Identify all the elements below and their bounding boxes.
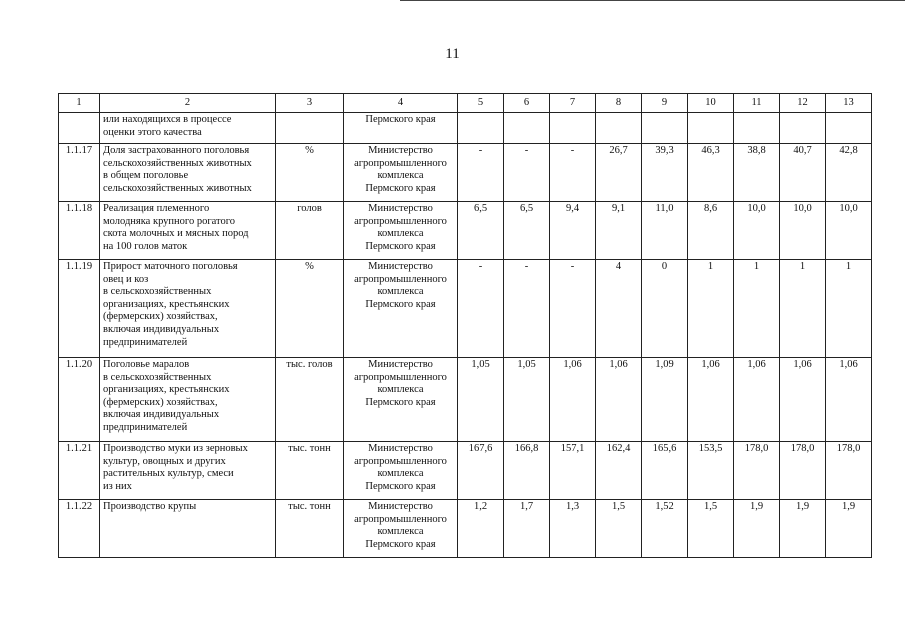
unit-cell: голов xyxy=(276,202,344,260)
row-number-cell: 1.1.19 xyxy=(59,260,100,358)
value-cell: 26,7 xyxy=(596,144,642,202)
unit-cell: % xyxy=(276,260,344,358)
value-cell: 1 xyxy=(688,260,734,358)
value-cell xyxy=(642,113,688,144)
value-cell: 1,06 xyxy=(550,358,596,442)
value-cell xyxy=(504,113,550,144)
value-cell: 4 xyxy=(596,260,642,358)
responsible-cell: Министерство агропромышленного комплекса Пермского края xyxy=(344,260,458,358)
unit-cell: тыс. тонн xyxy=(276,442,344,500)
value-cell: 1,06 xyxy=(688,358,734,442)
value-cell: 1,5 xyxy=(688,500,734,558)
value-cell xyxy=(458,113,504,144)
column-header: 5 xyxy=(458,94,504,113)
column-header: 1 xyxy=(59,94,100,113)
value-cell: 1,06 xyxy=(734,358,780,442)
column-header: 12 xyxy=(780,94,826,113)
value-cell xyxy=(596,113,642,144)
value-cell: - xyxy=(550,260,596,358)
value-cell: 1,7 xyxy=(504,500,550,558)
value-cell: 11,0 xyxy=(642,202,688,260)
value-cell: 46,3 xyxy=(688,144,734,202)
column-header: 10 xyxy=(688,94,734,113)
value-cell: 157,1 xyxy=(550,442,596,500)
responsible-cell: Министерство агропромышленного комплекса Пермского края xyxy=(344,202,458,260)
value-cell: 10,0 xyxy=(734,202,780,260)
value-cell: 1,9 xyxy=(826,500,872,558)
indicator-name-cell: Производство крупы xyxy=(100,500,276,558)
indicator-name-cell: Поголовье маралов в сельскохозяйственных организациях, крестьянских (фермерских) хозяйствах, включая индивидуальных предпринимателей xyxy=(100,358,276,442)
row-number-cell: 1.1.21 xyxy=(59,442,100,500)
value-cell: 1,52 xyxy=(642,500,688,558)
value-cell: 1,2 xyxy=(458,500,504,558)
unit-cell: % xyxy=(276,144,344,202)
table-row xyxy=(59,260,872,358)
responsible-cell: Министерство агропромышленного комплекса Пермского края xyxy=(344,144,458,202)
column-header: 11 xyxy=(734,94,780,113)
value-cell: 178,0 xyxy=(826,442,872,500)
indicator-name-cell: Прирост маточного поголовья овец и коз в сельскохозяйственных организациях, крестьянских (фермерских) хозяйствах, включая индивидуальных предпринимателей xyxy=(100,260,276,358)
value-cell: 9,4 xyxy=(550,202,596,260)
value-cell: 178,0 xyxy=(734,442,780,500)
value-cell xyxy=(688,113,734,144)
value-cell: 1,9 xyxy=(780,500,826,558)
table-row xyxy=(59,144,872,202)
row-number-cell: 1.1.20 xyxy=(59,358,100,442)
value-cell: - xyxy=(458,144,504,202)
page-number: 11 xyxy=(445,46,460,62)
column-header: 8 xyxy=(596,94,642,113)
value-cell xyxy=(826,113,872,144)
column-header: 7 xyxy=(550,94,596,113)
indicator-name-cell: Производство муки из зерновых культур, овощных и других растительных культур, смеси из них xyxy=(100,442,276,500)
value-cell xyxy=(550,113,596,144)
value-cell: 0 xyxy=(642,260,688,358)
value-cell: 1,3 xyxy=(550,500,596,558)
indicators-table xyxy=(58,93,872,558)
unit-cell: тыс. тонн xyxy=(276,500,344,558)
table-row xyxy=(59,358,872,442)
value-cell: 39,3 xyxy=(642,144,688,202)
value-cell: 162,4 xyxy=(596,442,642,500)
column-header: 6 xyxy=(504,94,550,113)
value-cell: 40,7 xyxy=(780,144,826,202)
table-header-row xyxy=(59,94,872,113)
row-number-cell: 1.1.22 xyxy=(59,500,100,558)
value-cell: 1,06 xyxy=(826,358,872,442)
indicator-name-cell: Реализация племенного молодняка крупного рогатого скота молочных и мясных пород на 100 голов маток xyxy=(100,202,276,260)
table-row xyxy=(59,442,872,500)
value-cell: 10,0 xyxy=(780,202,826,260)
responsible-cell: Министерство агропромышленного комплекса Пермского края xyxy=(344,500,458,558)
value-cell: 1,05 xyxy=(458,358,504,442)
value-cell xyxy=(780,113,826,144)
indicator-name-cell: или находящихся в процессе оценки этого качества xyxy=(100,113,276,144)
column-header: 2 xyxy=(100,94,276,113)
value-cell: 167,6 xyxy=(458,442,504,500)
value-cell: 1,06 xyxy=(596,358,642,442)
value-cell: 178,0 xyxy=(780,442,826,500)
unit-cell xyxy=(276,113,344,144)
indicator-name-cell: Доля застрахованного поголовья сельскохозяйственных животных в общем поголовье сельскохозяйственных животных xyxy=(100,144,276,202)
value-cell: 38,8 xyxy=(734,144,780,202)
row-number-cell: 1.1.18 xyxy=(59,202,100,260)
responsible-cell: Пермского края xyxy=(344,113,458,144)
table-row xyxy=(59,113,872,144)
value-cell: 42,8 xyxy=(826,144,872,202)
value-cell: - xyxy=(458,260,504,358)
value-cell: 1,05 xyxy=(504,358,550,442)
value-cell: 153,5 xyxy=(688,442,734,500)
row-number-cell: 1.1.17 xyxy=(59,144,100,202)
value-cell: - xyxy=(504,144,550,202)
value-cell: 166,8 xyxy=(504,442,550,500)
value-cell: 1,5 xyxy=(596,500,642,558)
column-header: 13 xyxy=(826,94,872,113)
responsible-cell: Министерство агропромышленного комплекса Пермского края xyxy=(344,358,458,442)
row-number-cell xyxy=(59,113,100,144)
value-cell: 1 xyxy=(826,260,872,358)
unit-cell: тыс. голов xyxy=(276,358,344,442)
value-cell: 1 xyxy=(780,260,826,358)
column-header: 4 xyxy=(344,94,458,113)
value-cell xyxy=(734,113,780,144)
value-cell: - xyxy=(550,144,596,202)
value-cell: 1 xyxy=(734,260,780,358)
value-cell: 9,1 xyxy=(596,202,642,260)
table-row xyxy=(59,500,872,558)
table-row xyxy=(59,202,872,260)
value-cell: 1,06 xyxy=(780,358,826,442)
column-header: 9 xyxy=(642,94,688,113)
value-cell: - xyxy=(504,260,550,358)
responsible-cell: Министерство агропромышленного комплекса Пермского края xyxy=(344,442,458,500)
value-cell: 165,6 xyxy=(642,442,688,500)
value-cell: 1,09 xyxy=(642,358,688,442)
column-header: 3 xyxy=(276,94,344,113)
value-cell: 6,5 xyxy=(504,202,550,260)
value-cell: 10,0 xyxy=(826,202,872,260)
top-rule xyxy=(400,0,905,1)
value-cell: 1,9 xyxy=(734,500,780,558)
value-cell: 8,6 xyxy=(688,202,734,260)
value-cell: 6,5 xyxy=(458,202,504,260)
